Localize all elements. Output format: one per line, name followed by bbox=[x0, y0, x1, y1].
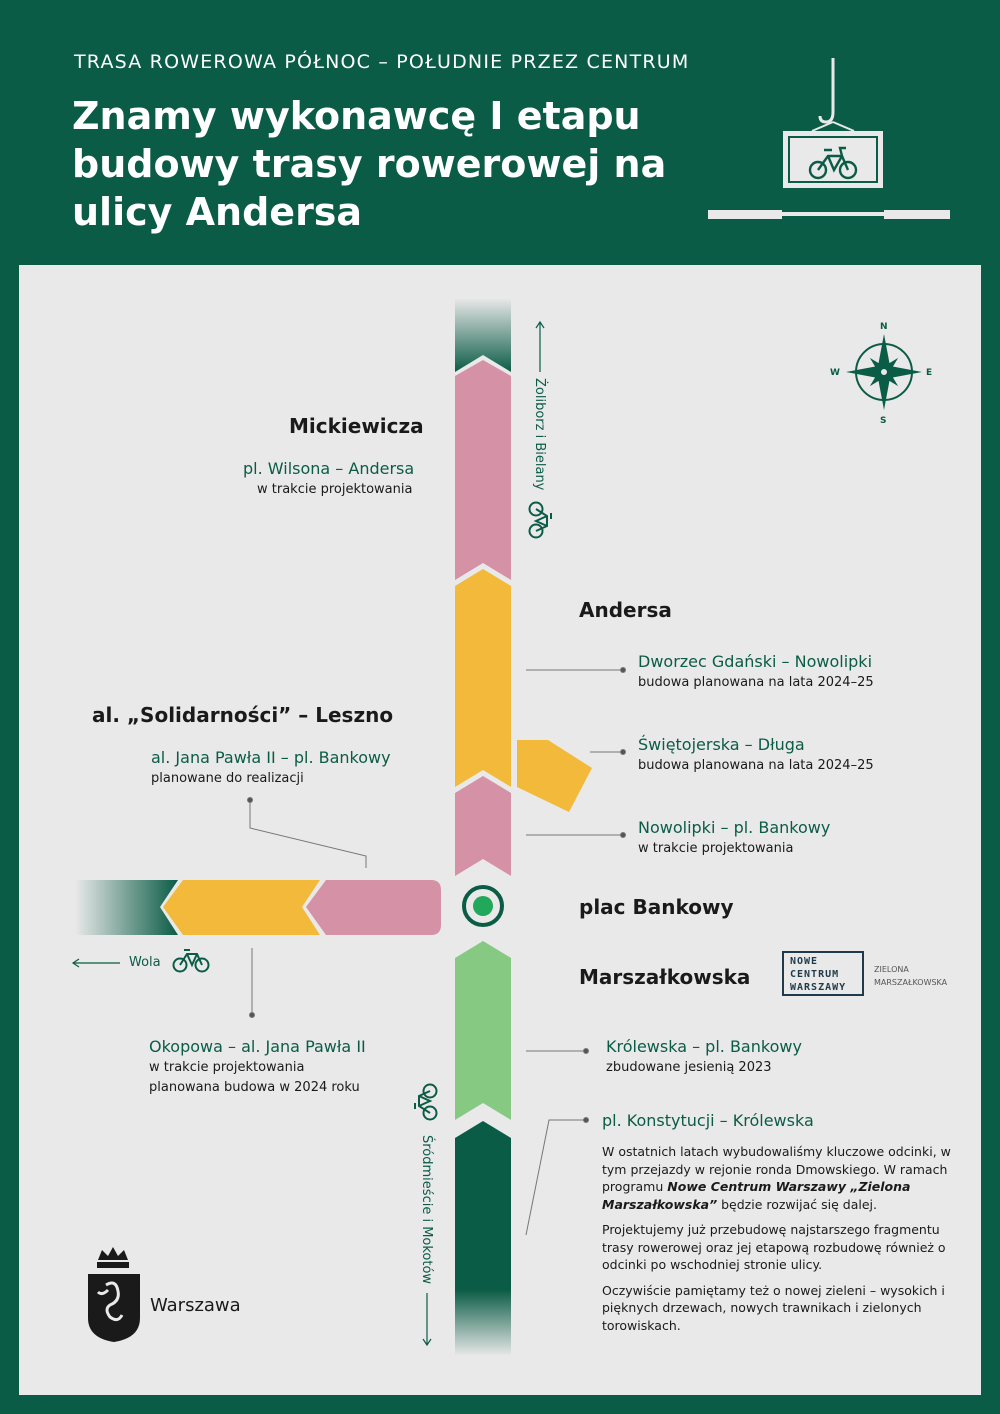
segment-dworzec-status: budowa planowana na lata 2024–25 bbox=[638, 675, 874, 690]
segment-nowolipki-status: w trakcie projektowania bbox=[638, 841, 794, 856]
route-okopowa-segment bbox=[163, 880, 320, 935]
bike-icon bbox=[174, 950, 209, 972]
city-name: Warszawa bbox=[150, 1295, 241, 1316]
compass-w: W bbox=[830, 368, 840, 378]
route-krolewska-segment bbox=[455, 941, 511, 1120]
street-mickiewicza: Mickiewicza bbox=[289, 414, 424, 438]
compass-icon bbox=[846, 334, 922, 410]
bike-icon bbox=[415, 1085, 437, 1120]
route-nowolipki-segment bbox=[455, 776, 511, 876]
street-marszalkowska: Marszałkowska bbox=[579, 965, 751, 989]
segment-krolewska-status: zbudowane jesienią 2023 bbox=[606, 1060, 772, 1075]
page-title: Znamy wykonawcę I etapu budowy trasy rowerowej na ulicy Andersa bbox=[72, 94, 667, 234]
segment-jana-pawla-name: al. Jana Pawła II – pl. Bankowy bbox=[151, 748, 391, 767]
segment-okopowa-status-1: w trakcie projektowania bbox=[149, 1060, 305, 1075]
zielona-marszalkowska-logo: ZIELONA MARSZAŁKOWSKA bbox=[874, 965, 948, 987]
segment-okopowa-status-2: planowana budowa w 2024 roku bbox=[149, 1080, 360, 1095]
description-p1: W ostatnich latach wybudowaliśmy kluczowe odcinki, w tym przejazdy w rejonie ronda Dmowskiego. W ramach programu Nowe Centrum Warszawy „Zielona Marszałkowska” będzie rozwijać się dalej. bbox=[602, 1144, 951, 1212]
direction-wola: Wola bbox=[129, 955, 161, 970]
bike-icon bbox=[530, 503, 552, 538]
compass-n: N bbox=[880, 322, 888, 332]
compass-s: S bbox=[880, 416, 887, 426]
segment-krolewska-name: Królewska – pl. Bankowy bbox=[606, 1037, 802, 1056]
segment-okopowa-name: Okopowa – al. Jana Pawła II bbox=[149, 1037, 366, 1056]
route-wilsona-segment bbox=[455, 360, 511, 580]
warsaw-coat-of-arms-icon bbox=[88, 1247, 140, 1342]
route-konstytucji-segment bbox=[455, 1121, 511, 1290]
route-wola-fade bbox=[75, 880, 178, 935]
segment-wilsona-status: w trakcie projektowania bbox=[257, 482, 413, 497]
segment-nowolipki-name: Nowolipki – pl. Bankowy bbox=[638, 818, 831, 837]
segment-konstytucji-name: pl. Konstytucji – Królewska bbox=[602, 1111, 814, 1130]
street-solidarnosci: al. „Solidarności” – Leszno bbox=[92, 703, 394, 727]
route-jana-pawla-segment bbox=[306, 880, 441, 935]
nowe-centrum-warszawy-logo: NOWE CENTRUM WARSZAWY bbox=[782, 951, 864, 996]
segment-wilsona-name: pl. Wilsona – Andersa bbox=[243, 459, 415, 478]
route-swietojerska-segment bbox=[517, 740, 592, 812]
direction-south: Śródmieście i Mokotów bbox=[419, 1135, 434, 1285]
description-p3: Oczywiście pamiętamy też o nowej zieleni – wysokich i pięknych drzewach, nowych trawnikach i zielonych torowiskach. bbox=[602, 1282, 945, 1333]
street-andersa: Andersa bbox=[579, 598, 672, 622]
direction-north: Żoliborz i Bielany bbox=[532, 378, 547, 491]
route-south-fade bbox=[455, 1290, 511, 1356]
segment-dworzec-name: Dworzec Gdański – Nowolipki bbox=[638, 652, 873, 671]
route-east-west bbox=[75, 880, 441, 935]
route-dworzec-segment bbox=[455, 569, 511, 787]
segment-jana-pawla-status: planowane do realizacji bbox=[151, 771, 304, 786]
description-p2: Projektujemy już przebudowę najstarszego fragmentu trasy rowerowej oraz jej etapową rozbudowę również o odcinki po wschodniej stronie ulicy. bbox=[602, 1222, 946, 1272]
description-block bbox=[602, 1143, 952, 1342]
segment-swietojerska-name: Świętojerska – Długa bbox=[638, 735, 805, 754]
compass-e: E bbox=[926, 368, 933, 378]
header-kicker: TRASA ROWEROWA PÓŁNOC – POŁUDNIE PRZEZ CENTRUM bbox=[74, 51, 690, 73]
segment-swietojerska-status: budowa planowana na lata 2024–25 bbox=[638, 758, 874, 773]
route-north-south bbox=[455, 298, 511, 1356]
street-plac-bankowy: plac Bankowy bbox=[579, 895, 734, 919]
